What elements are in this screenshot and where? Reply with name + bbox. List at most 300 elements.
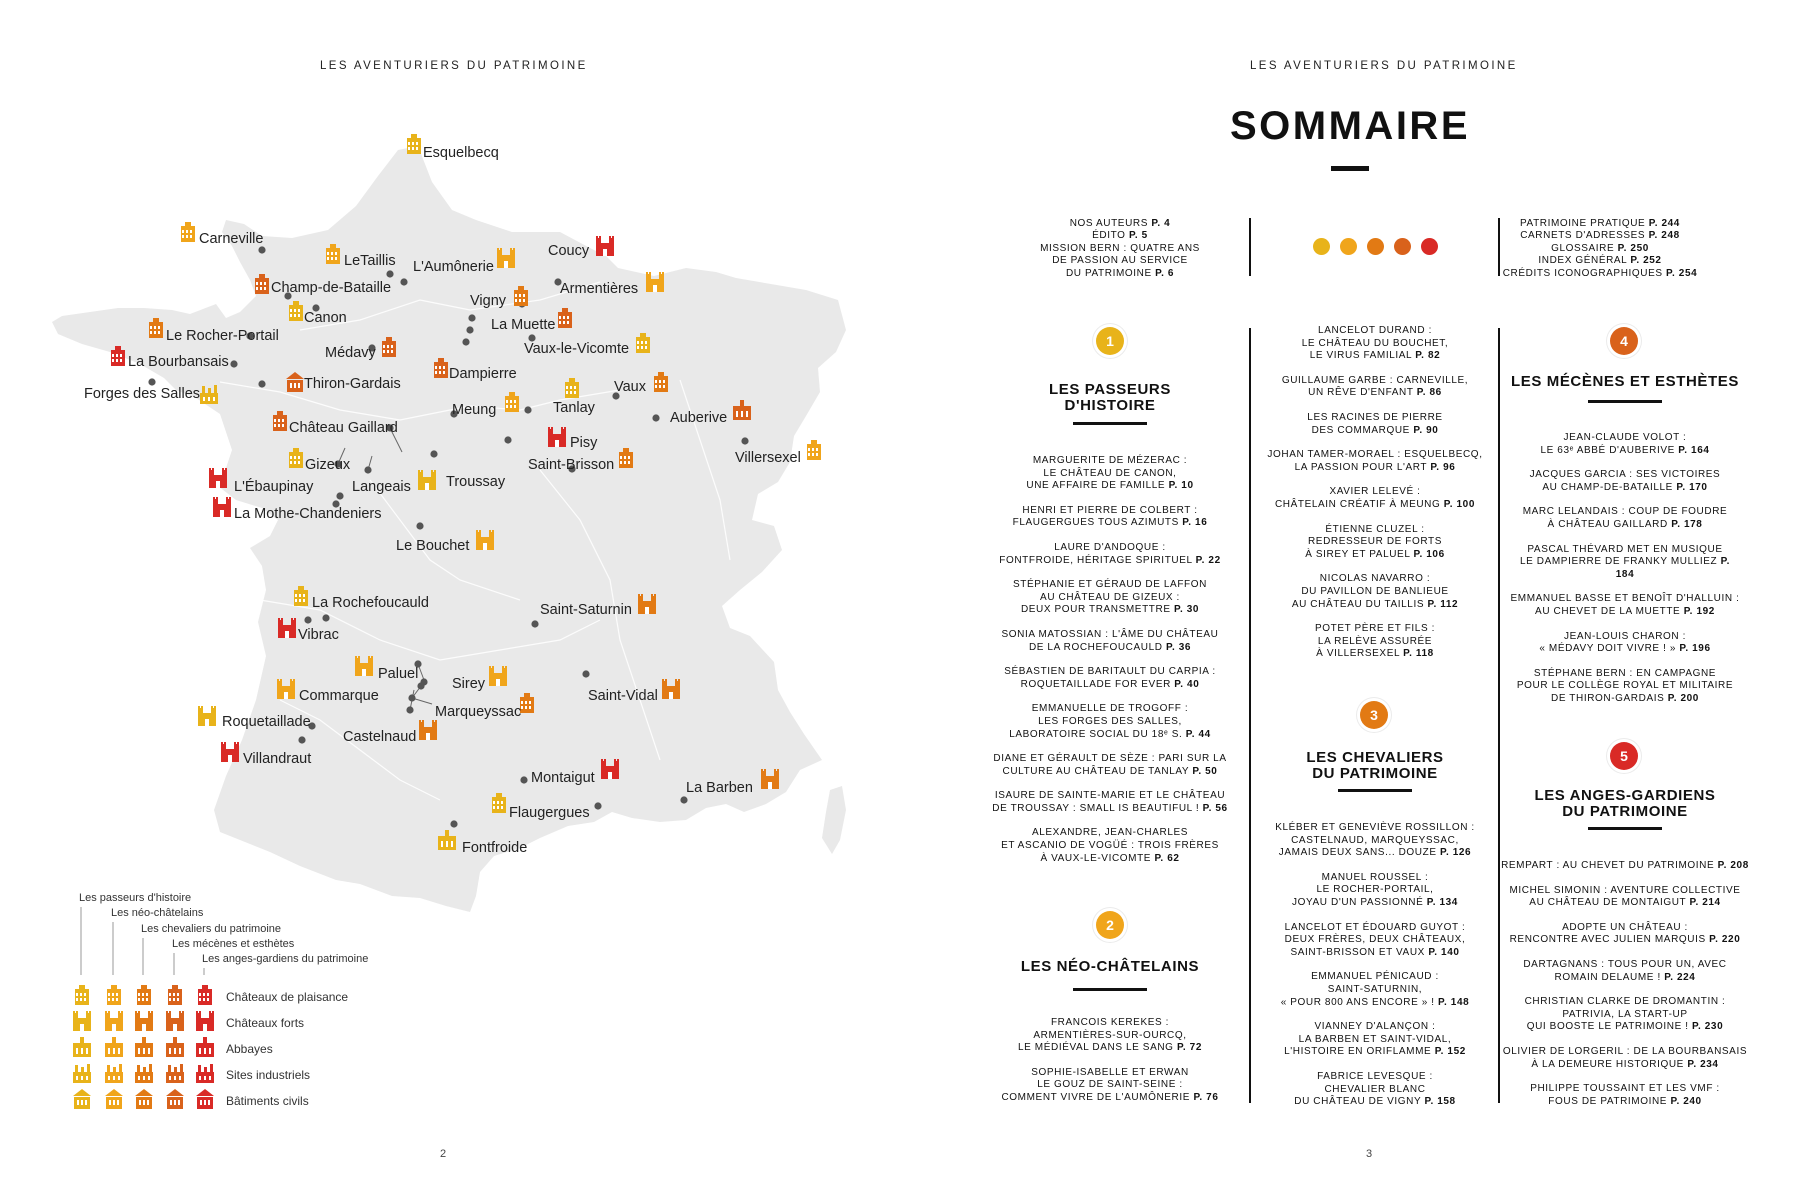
toc-entry-text: DEUX FRÈRES, DEUX CHÂTEAUX, <box>1284 934 1466 946</box>
toc-entry-text: MANUEL ROUSSEL : <box>1321 871 1429 883</box>
toc-entry <box>1510 668 1740 706</box>
toc-entry-line <box>990 1017 1230 1030</box>
toc-entry-text: FRANCOIS KEREKES : <box>1050 1017 1170 1028</box>
running-head-left: LES AVENTURIERS DU PATRIMOINE <box>320 60 588 72</box>
place-label-vibrac: Vibrac <box>298 627 339 643</box>
toc-entry <box>1510 469 1740 494</box>
toc-entry-text: ISAURE DE SAINTE-MARIE ET LE CHÂTEAU <box>994 790 1226 802</box>
place-dot <box>741 437 748 444</box>
toc-entry-line <box>1260 997 1490 1010</box>
toc-entry-text: DIANE ET GÉRAULT DE SÈZE : PARI SUR LA <box>993 753 1227 765</box>
toc-page-ref: P. 62 <box>1154 852 1180 864</box>
toc-entry-text: RENCONTRE AVEC JULIEN MARQUIS <box>1509 934 1706 946</box>
chateau-de-plaisance-icon <box>198 985 212 1005</box>
place-dot <box>364 466 371 473</box>
toc-entry-line <box>1500 922 1750 935</box>
toc-entry-line <box>1260 1071 1490 1084</box>
toc-entry-text: FABRICE LEVESQUE : <box>1317 1070 1433 1082</box>
chateau-fort-icon <box>198 706 216 726</box>
intro-line <box>1040 230 1200 242</box>
toc-entry-line <box>1510 445 1740 458</box>
toc-entry-text: SONIA MATOSSIAN : L'ÂME DU CHÂTEAU <box>1001 628 1219 640</box>
page-number-right: 3 <box>1366 1148 1373 1160</box>
toc-entry-text: AU CHÂTEAU DU TAILLIS <box>1291 598 1425 610</box>
toc-entry-text: CHRISTIAN CLARKE DE DROMANTIN : <box>1524 996 1726 1008</box>
section-5-badge: 5 <box>1610 742 1638 770</box>
place-label-forges-des-salles: Forges des Salles <box>84 386 201 402</box>
place-label-medavy: Médavy <box>325 345 376 361</box>
toc-entry-line <box>990 827 1230 840</box>
toc-page-ref: P. 164 <box>1678 444 1710 456</box>
toc-entry-line <box>1510 606 1740 619</box>
toc-entry <box>1260 1071 1490 1109</box>
place-dot <box>582 670 589 677</box>
toc-page-ref: P. 240 <box>1670 1095 1702 1107</box>
toc-entry <box>1510 631 1740 656</box>
place-label-pisy: Pisy <box>570 435 598 451</box>
intro-page-ref: P. 6 <box>1155 267 1175 279</box>
place-dot <box>417 682 424 689</box>
right-page <box>900 0 1800 1200</box>
toc-entry-text: JOHAN TAMER-MORAEL : ESQUELBECQ, <box>1267 449 1483 461</box>
place-label-flaugergues: Flaugergues <box>509 805 590 821</box>
place-label-gizeux: Gizeux <box>305 457 351 473</box>
section-2-title <box>990 959 1230 975</box>
toc-entry <box>1500 885 1750 910</box>
toc-page-ref: P. 96 <box>1430 461 1456 473</box>
intro-right <box>1500 218 1700 280</box>
intro-text: ÉDITO <box>1092 230 1126 242</box>
site-industriel-icon <box>73 1064 91 1083</box>
toc-entry <box>990 666 1230 691</box>
intro-text: PATRIMOINE PRATIQUE <box>1520 218 1646 229</box>
toc-page-ref: P. 214 <box>1689 897 1721 909</box>
chateau-de-plaisance-icon <box>407 134 421 154</box>
toc-entry-line <box>990 766 1230 779</box>
toc-entry <box>1500 1046 1750 1071</box>
toc-entry-line <box>1260 822 1490 835</box>
toc-entry-text: À LA DEMEURE HISTORIQUE <box>1531 1058 1684 1070</box>
toc-entry-text: LA PASSION POUR L'ART <box>1294 461 1427 473</box>
place-label-la-rochefoucauld: La Rochefoucauld <box>312 595 429 611</box>
toc-entry-text: « MÉDAVY DOIT VIVRE ! » <box>1539 643 1676 655</box>
place-label-saint-vidal: Saint-Vidal <box>588 688 658 704</box>
place-dot <box>468 314 475 321</box>
toc-page-ref: P. 140 <box>1428 946 1460 958</box>
intro-text: DE PASSION AU SERVICE <box>1052 255 1188 267</box>
toc-entry <box>1260 449 1490 474</box>
section-title-line: LES PASSEURS <box>1049 381 1171 398</box>
chateau-fort-icon <box>596 236 614 256</box>
toc-entry-line <box>990 729 1230 742</box>
toc-entry-line <box>1500 934 1750 947</box>
batiment-civil-icon <box>73 1089 91 1109</box>
toc-entry-line <box>1260 425 1490 438</box>
toc-entry <box>1260 971 1490 1009</box>
toc-page-ref: P. 106 <box>1413 548 1445 560</box>
toc-entry-line <box>990 1042 1230 1055</box>
toc-entry-text: ROQUETAILLADE FOR EVER <box>1020 678 1171 690</box>
toc-entry-text: JEAN-CLAUDE VOLOT : <box>1563 432 1687 443</box>
toc-entry-line <box>990 790 1230 803</box>
intro-text: MISSION BERN : QUATRE ANS <box>1040 242 1200 254</box>
toc-entry-text: CHEVALIER BLANC <box>1324 1083 1426 1095</box>
toc-entry <box>1500 996 1750 1034</box>
toc-entry-line <box>1500 1046 1750 1059</box>
intro-text: INDEX GÉNÉRAL <box>1538 255 1627 267</box>
abbaye-icon <box>105 1037 123 1057</box>
chateau-fort-icon <box>196 1011 214 1031</box>
place-label-saint-brisson: Saint-Brisson <box>528 457 615 473</box>
toc-entry-text: À VAUX-LE-VICOMTE <box>1040 852 1152 864</box>
toc-entry-text: DE LA ROCHEFOUCAULD <box>1028 641 1163 653</box>
place-label-fontfroide: Fontfroide <box>462 840 528 856</box>
toc-entry-line <box>1510 643 1740 656</box>
intro-text: NOS AUTEURS <box>1069 218 1148 229</box>
chateau-de-plaisance-icon <box>137 985 151 1005</box>
toc-entry-text: AU CHAMP-DE-BATAILLE <box>1542 481 1673 493</box>
toc-entry-line <box>1260 586 1490 599</box>
place-label-saint-saturnin: Saint-Saturnin <box>540 602 632 618</box>
place-dot <box>430 450 437 457</box>
toc-entry-line <box>1500 1096 1750 1109</box>
legend-family-label: Les passeurs d'histoire <box>79 892 192 904</box>
toc-entry-line <box>990 853 1230 866</box>
toc-entry <box>1260 573 1490 611</box>
toc-entry <box>990 753 1230 778</box>
toc-entry <box>1500 922 1750 947</box>
toc-entry-line <box>990 579 1230 592</box>
toc-entry-text: XAVIER LELEVÉ : <box>1329 486 1421 498</box>
toc-entry-line <box>1500 959 1750 972</box>
toc-entry-line <box>1260 325 1490 338</box>
toc-entry-text: L'HISTOIRE EN ORIFLAMME <box>1284 1046 1432 1058</box>
chateau-de-plaisance-icon <box>181 222 195 242</box>
toc-entry-text: CASTELNAUD, MARQUEYSSAC, <box>1291 834 1459 846</box>
place-label-canon: Canon <box>304 310 347 326</box>
toc-entry-line <box>990 555 1230 568</box>
chateau-fort-icon <box>646 272 664 292</box>
toc-entry-text: LABORATOIRE SOCIAL DU 18ᵉ S. <box>1009 728 1183 740</box>
toc-entry-line <box>1260 599 1490 612</box>
toc-entry-line <box>1510 519 1740 532</box>
toc-entry-line <box>1260 984 1490 997</box>
toc-page-ref: P. 72 <box>1176 1042 1202 1054</box>
intro-line <box>1040 255 1200 267</box>
toc-entry-text: MARGUERITE DE MÉZERAC : <box>1032 455 1188 466</box>
toc-entry <box>990 629 1230 654</box>
intro-page-ref: P. 248 <box>1648 230 1680 242</box>
place-label-tanlay: Tanlay <box>553 400 595 416</box>
place-label-armentieres: Armentières <box>560 281 639 297</box>
toc-entry-line <box>1260 573 1490 586</box>
batiment-civil-icon <box>135 1089 153 1109</box>
intro-line <box>1040 268 1200 280</box>
chateau-fort-icon <box>135 1011 153 1031</box>
toc-entry-text: LE ROCHER-PORTAIL, <box>1316 884 1434 896</box>
toc-entry-text: ADOPTE UN CHÂTEAU : <box>1562 921 1688 933</box>
toc-page-ref: P. 170 <box>1676 481 1708 493</box>
place-label-dampierre: Dampierre <box>449 366 517 382</box>
color-dot-passeurs <box>1313 238 1330 255</box>
section-2-entries-a <box>990 1017 1230 1117</box>
toc-entry-line <box>990 542 1230 555</box>
toc-entry-text: FOUS DE PATRIMOINE <box>1548 1095 1668 1107</box>
toc-entry-line <box>1260 350 1490 363</box>
toc-entry <box>990 542 1230 567</box>
toc-entry-text: AU CHÂTEAU DE MONTAIGUT <box>1529 897 1687 909</box>
place-dot <box>304 616 311 623</box>
color-dots <box>1275 238 1475 260</box>
toc-page-ref: P. 90 <box>1413 424 1439 436</box>
toc-entry-text: POUR LE COLLÈGE ROYAL ET MILITAIRE <box>1516 680 1734 692</box>
place-label-champ-de-bataille: Champ-de-Bataille <box>271 280 392 296</box>
toc-entry <box>990 1017 1230 1055</box>
toc-entry-line <box>990 703 1230 716</box>
title-rule <box>1331 166 1369 171</box>
place-label-commarque: Commarque <box>299 688 379 704</box>
place-label-le-bouchet: Le Bouchet <box>396 538 470 554</box>
intro-page-ref: P. 4 <box>1151 218 1171 229</box>
section-4-title <box>1510 374 1740 390</box>
legend-type-label: Sites industriels <box>226 1068 311 1082</box>
toc-entry-line <box>1260 536 1490 549</box>
toc-entry-line <box>990 840 1230 853</box>
toc-entry-line <box>990 753 1230 766</box>
toc-entry-line <box>1510 432 1740 445</box>
toc-entry-line <box>1510 593 1740 606</box>
intro-text: CRÉDITS ICONOGRAPHIQUES <box>1502 267 1663 279</box>
section-4-rule <box>1588 400 1662 403</box>
chateau-de-plaisance-icon <box>75 985 89 1005</box>
toc-page-ref: P. 158 <box>1424 1096 1456 1108</box>
toc-page-ref: P. 44 <box>1185 728 1211 740</box>
intro-page-ref: P. 250 <box>1617 242 1649 254</box>
toc-entry-text: LANCELOT DURAND : <box>1318 325 1432 336</box>
toc-entry-text: DE THIRON-GARDAIS <box>1551 692 1665 704</box>
toc-entry-line <box>1260 636 1490 649</box>
toc-page-ref: P. 178 <box>1671 518 1703 530</box>
toc-entry-text: ÉTIENNE CLUZEL : <box>1325 523 1425 535</box>
section-3-rule <box>1338 789 1412 792</box>
toc-page-ref: P. 30 <box>1173 604 1200 616</box>
legend-family-label: Les anges-gardiens du patrimoine <box>202 953 369 965</box>
toc-entry <box>1260 524 1490 562</box>
section-3-title <box>1275 750 1475 782</box>
toc-entry-text: LAURE D'ANDOQUE : <box>1054 541 1166 553</box>
chateau-de-plaisance-icon <box>168 985 182 1005</box>
toc-entry-text: PATRIVIA, LA START-UP <box>1562 1008 1688 1020</box>
running-head-right: LES AVENTURIERS DU PATRIMOINE <box>1250 60 1518 72</box>
place-label-auberive: Auberive <box>670 410 728 426</box>
toc-entry-line <box>990 1067 1230 1080</box>
place-dot <box>520 776 527 783</box>
place-label-meung: Meung <box>452 402 497 418</box>
toc-entry-text: LA RELÈVE ASSURÉE <box>1317 635 1433 647</box>
toc-page-ref: P. 76 <box>1193 1091 1219 1103</box>
section-2-badge: 2 <box>1096 911 1124 939</box>
toc-entry-line <box>990 505 1230 518</box>
toc-entry-text: DEUX POUR TRANSMETTRE <box>1020 604 1171 616</box>
place-dot <box>406 706 413 713</box>
place-label-montaigut: Montaigut <box>531 770 595 786</box>
toc-page-ref: P. 100 <box>1443 498 1475 510</box>
section-1-title <box>1010 382 1210 414</box>
toc-entry <box>990 455 1230 493</box>
toc-entry-line <box>990 455 1230 468</box>
toc-entry-line <box>1510 556 1740 581</box>
toc-entry-line <box>1500 1083 1750 1096</box>
map-legend <box>73 892 368 1109</box>
site-industriel-icon <box>135 1064 153 1083</box>
toc-entry-text: LE DAMPIERRE DE FRANKY MULLIEZ <box>1519 556 1718 568</box>
chateau-de-plaisance-icon <box>807 440 821 460</box>
intro-line <box>1500 218 1700 230</box>
intro-page-ref: P. 254 <box>1666 267 1698 279</box>
toc-entry-line <box>990 666 1230 679</box>
abbaye-icon <box>166 1037 184 1057</box>
place-label-villandraut: Villandraut <box>243 751 312 767</box>
toc-entry-line <box>1260 375 1490 388</box>
place-dot <box>258 246 265 253</box>
toc-entry-text: COMMENT VIVRE DE L'AUMÔNERIE <box>1001 1091 1191 1103</box>
toc-entry-line <box>1260 971 1490 984</box>
toc-page-ref: P. 200 <box>1667 692 1699 704</box>
site-industriel-icon <box>166 1064 184 1083</box>
toc-entry-text: EMMANUEL BASSE ET BENOÎT D'HALLUIN : <box>1510 593 1740 605</box>
place-label-langeais: Langeais <box>352 479 411 495</box>
chateau-de-plaisance-icon <box>107 985 121 1005</box>
intro-left <box>1040 218 1200 280</box>
place-dot <box>148 378 155 385</box>
toc-entry-line <box>1260 412 1490 425</box>
toc-entry-line <box>1510 544 1740 557</box>
toc-entry-line <box>1510 680 1740 693</box>
place-dot <box>400 278 407 285</box>
toc-entry <box>990 790 1230 815</box>
toc-entry-line <box>990 1092 1230 1105</box>
place-dot <box>408 694 415 701</box>
section-title-line: LES ANGES-GARDIENS <box>1534 787 1716 804</box>
section-4-entries <box>1510 432 1740 718</box>
toc-entry <box>1260 872 1490 910</box>
toc-entry-text: LES FORGES DES SALLES, <box>1038 715 1182 727</box>
toc-entry-line <box>1260 499 1490 512</box>
toc-entry-text: JEAN-LOUIS CHARON : <box>1564 630 1686 642</box>
toc-entry-line <box>990 517 1230 530</box>
place-label-paluel: Paluel <box>378 666 419 682</box>
section-2-entries-b <box>1260 325 1490 673</box>
intro-line <box>1500 255 1700 267</box>
toc-page-ref: P. 234 <box>1687 1058 1719 1070</box>
toc-entry <box>1260 325 1490 363</box>
place-dot <box>336 492 343 499</box>
toc-entry-line <box>1260 1084 1490 1097</box>
toc-entry-text: DE TROUSSAY : SMALL IS BEAUTIFUL ! <box>992 802 1200 814</box>
toc-entry <box>1260 922 1490 960</box>
toc-entry-line <box>1510 469 1740 482</box>
batiment-civil-icon <box>166 1089 184 1109</box>
toc-entry-text: UN RÊVE D'ENFANT <box>1308 387 1414 399</box>
toc-entry-text: EMMANUEL PÉNICAUD : <box>1311 971 1439 983</box>
toc-entry-text: EMMANUELLE DE TROGOFF : <box>1031 703 1189 715</box>
toc-entry <box>1260 375 1490 400</box>
toc-entry-text: GUILLAUME GARBE : CARNEVILLE, <box>1281 374 1469 386</box>
toc-entry <box>1500 1083 1750 1108</box>
place-label-sirey: Sirey <box>452 676 486 692</box>
color-dot-neo <box>1340 238 1357 255</box>
section-1-entries <box>990 455 1230 877</box>
legend-family-label: Les mécènes et esthètes <box>172 938 295 950</box>
toc-entry <box>1510 432 1740 457</box>
toc-entry-text: SAINT-BRISSON ET VAUX <box>1290 946 1425 958</box>
toc-entry <box>990 827 1230 865</box>
page-number-left: 2 <box>440 1148 447 1160</box>
toc-entry-text: AU CHÂTEAU DE GIZEUX : <box>1040 591 1180 603</box>
place-label-villersexel: Villersexel <box>735 450 801 466</box>
place-dot <box>524 406 531 413</box>
toc-entry-text: LANCELOT ET ÉDOUARD GUYOT : <box>1284 921 1466 933</box>
toc-entry-text: STÉPHANIE ET GÉRAUD DE LAFFON <box>1013 579 1207 591</box>
intro-text: GLOSSAIRE <box>1551 242 1615 254</box>
toc-page-ref: P. 86 <box>1416 387 1442 399</box>
legend-type-label: Bâtiments civils <box>226 1094 309 1108</box>
place-label-l-aumonerie: L'Aumônerie <box>413 259 494 275</box>
place-label-thiron-gardais: Thiron-Gardais <box>304 376 401 392</box>
toc-entry <box>1260 486 1490 511</box>
toc-page-ref: P. 36 <box>1165 641 1192 653</box>
toc-entry <box>990 703 1230 741</box>
toc-entry-text: CHÂTELAIN CRÉATIF À MEUNG <box>1274 498 1441 510</box>
place-label-letaillis: LeTaillis <box>344 253 396 269</box>
toc-entry-line <box>1500 897 1750 910</box>
toc-page-ref: P. 152 <box>1434 1046 1466 1058</box>
toc-entry-line <box>1510 631 1740 644</box>
section-1-rule <box>1073 422 1147 425</box>
intro-text: DU PATRIMOINE <box>1065 267 1156 279</box>
toc-entry-text: LE VIRUS FAMILIAL <box>1309 350 1412 362</box>
section-5-rule <box>1588 827 1662 830</box>
place-dot <box>462 338 469 345</box>
toc-entry-text: JAMAIS DEUX SANS... DOUZE <box>1278 847 1437 859</box>
toc-entry <box>1260 822 1490 860</box>
toc-entry-text: LE MÉDIÉVAL DANS LE SANG <box>1017 1042 1174 1054</box>
intro-line <box>1500 243 1700 255</box>
toc-entry-text: DU CHÂTEAU DE VIGNY <box>1294 1096 1422 1108</box>
toc-entry <box>1260 412 1490 437</box>
toc-entry-line <box>1260 648 1490 661</box>
toc-entry-text: LE CHÂTEAU DE CANON, <box>1043 467 1177 479</box>
legend-type-label: Châteaux de plaisance <box>226 990 349 1004</box>
toc-entry-line <box>990 803 1230 816</box>
toc-entry-line <box>990 1030 1230 1043</box>
color-dot-chevaliers <box>1367 238 1384 255</box>
place-label-vigny: Vigny <box>470 293 507 309</box>
toc-entry-text: REDRESSEUR DE FORTS <box>1307 536 1442 548</box>
divider <box>1249 218 1251 276</box>
toc-entry-line <box>1510 482 1740 495</box>
toc-entry <box>990 579 1230 617</box>
toc-entry-line <box>990 468 1230 481</box>
toc-page-ref: P. 208 <box>1717 860 1749 871</box>
place-label-la-bourbansais: La Bourbansais <box>128 354 229 370</box>
toc-entry <box>1500 860 1750 873</box>
place-dot <box>466 326 473 333</box>
toc-entry-text: ET ASCANIO DE VOGÜÉ : TROIS FRÈRES <box>1001 840 1219 852</box>
toc-entry-line <box>990 592 1230 605</box>
toc-entry-text: MICHEL SIMONIN : AVENTURE COLLECTIVE <box>1509 884 1741 896</box>
toc-entry-text: FONTFROIDE, HÉRITAGE SPIRITUEL <box>999 554 1193 566</box>
